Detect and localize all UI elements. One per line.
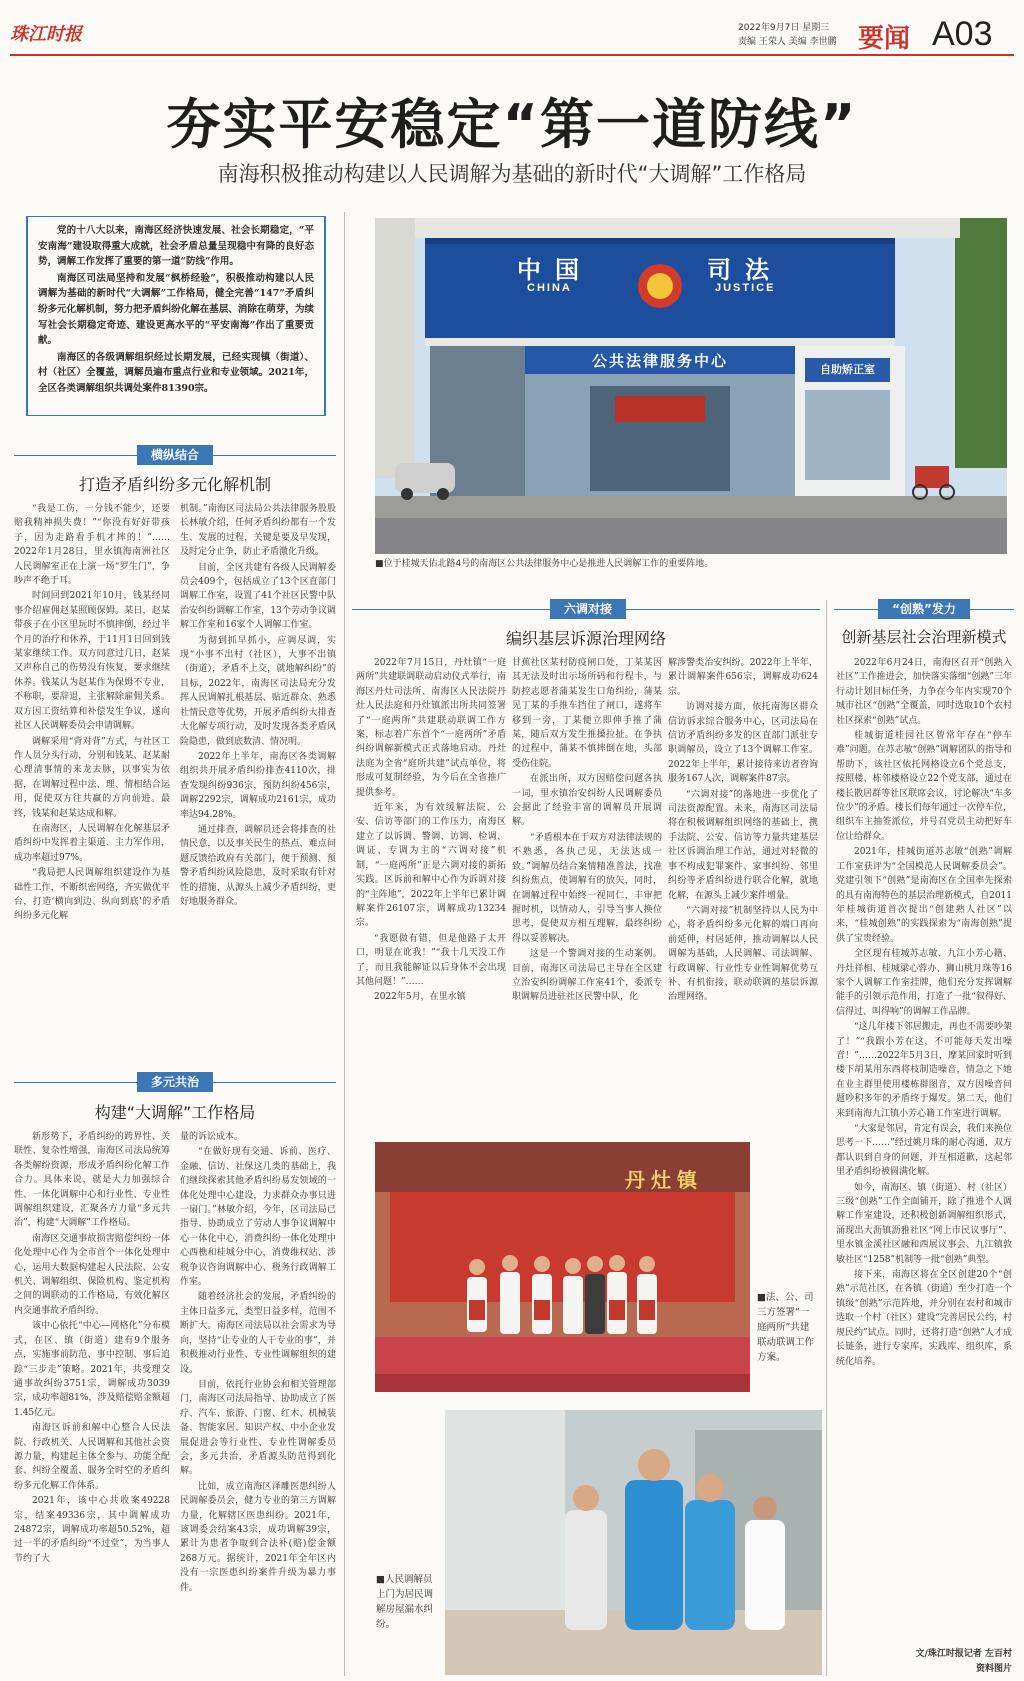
byline: 文/珠江时报记者 左百村 bbox=[915, 1649, 1012, 1659]
sign-justice-en: JUSTICE bbox=[715, 282, 776, 294]
article-paragraph: 2022年6月24日，南海区召开“创熟入社区”工作推进会，加快落实落细“创熟”三年行动计划目标任务，力争在今年内实现70个城市社区“创熟”全覆盖，同时选取10个农村社区探索“创熟”试点。 bbox=[836, 658, 1012, 726]
section-tag-chuangshu: “创熟”发力 bbox=[878, 599, 970, 619]
sec1-column-1 bbox=[14, 502, 170, 990]
sec4-column bbox=[836, 656, 1012, 1641]
article-paragraph: “我愿做有错，但是他路子太开口，明显在讹我！”“我十几天没工作了，而且我能解证以后身体不会出现其他问题！”…… bbox=[356, 933, 506, 987]
article-paragraph: 桂城街道桂园社区曾常年存在“停车难”问题。在苏志敏“创熟”调解团队的指导和帮助下，该社区依托网格设立6个党总支，按照楼、栋邻楼格设立22个党支部，通过在楼长散居群等社区联席会议，讨论解决“车多位少”的矛盾。楼长们每年通过一次停车位，组织车主抽签派位，并号召党员主动把好车位让给群众。 bbox=[836, 731, 1012, 842]
article-paragraph: 访调对接方面，依托南海区群众信访诉求综合服务中心，区司法局在信访矛盾纠纷多发的区直部门派驻专职调解员，设立了13个调解工作室。2022年上半年，累计接待来访者咨询服务167人次，调解案件87宗。 bbox=[668, 702, 818, 785]
section-title-4: 创新基层社会治理新模式 bbox=[841, 628, 1007, 646]
photo-caption-ceremony: ■法、公、司三方签署“一庭两所”共建联动联调工作方案。 bbox=[757, 1292, 815, 1363]
article-paragraph: 2022年上半年，南海区各类调解组织共开展矛盾纠纷排查4110次，排查发现纠纷936宗，预防纠纷456宗，调解2292宗，调解成功2161宗，成功率达94.28%。 bbox=[180, 751, 336, 820]
intro-box bbox=[26, 216, 326, 416]
article-paragraph: 解涉警类治安纠纷。2022年上半年，累计调解案件656宗，调解成功624宗。 bbox=[668, 658, 818, 697]
article-paragraph: 这是一个警调对接的生动案例。目前，南海区司法局已主导在全区建立治安纠纷调解工作室41个，委派专职调解员进驻社区民警中队，化 bbox=[512, 949, 662, 1003]
article-paragraph: 机制。”南海区司法局公共法律服务股股长林敏介绍，任何矛盾纠纷都有一个发生、发展的过程，关键是要及早发现，及时定分止争，防止矛盾激化升级。 bbox=[180, 504, 336, 558]
article-paragraph: 2021年，桂城街道苏志敏“创熟”调解工作室获评为“全国模范人民调解委员会”。党建引领下“创熟”是南海区在全国率先探索的具有南海特色的基层治理新模式，自2011年桂城街道首次提出“创建熟人社区”以来，“桂城创熟”的实践探索为“南海创熟”提供了宝贵经验。 bbox=[836, 847, 1012, 944]
section-title-2: 构建“大调解”工作格局 bbox=[94, 1103, 256, 1122]
sign-china-en: CHINA bbox=[527, 282, 572, 294]
article-paragraph: “六调对接”的落地进一步优化了司法资源配置。未来，南海区司法局将在积极调解组织网络的基础上，携手法院、公安、信访等力量共建基层社区诉调治理工作站，通过对轻微的事不构成犯罪案件、家事纠纷、邻里纠纷等矛盾纠纷进行联合化解，就地化解，在源头上减少案件增量。 bbox=[668, 789, 818, 901]
section-tag-duoyuan: 多元共治 bbox=[137, 1072, 213, 1092]
photo-caption-main: ■位于桂城天佑北路4号的南海区公共法律服务中心是推进人民调解工作的重要阵地。 bbox=[375, 559, 714, 569]
intro-paragraph: 南海区的各级调解组织经过长期发展，已经实现镇（街道）、村（社区）全覆盖，调解员遍布重点行业和专业领域。2021年，全区各类调解组织共调处案件81390宗。 bbox=[38, 351, 314, 394]
sec3-column-3 bbox=[668, 656, 818, 1106]
article-paragraph: 调解采用“背对背”方式，与社区工作人员分头行动，分别和钱某、赵某耐心理清事情的来龙去脉，以事实为依据，在调解过程中法、理、情相结合运用，促使双方往共赢的方向前进。最终，钱某和赵某达成和解。 bbox=[14, 736, 170, 819]
header-rule bbox=[10, 54, 1014, 56]
sec2-column-2 bbox=[180, 1130, 336, 1675]
article-paragraph: 甘蕉社区某村防疫闸口处，丁某某因其无法及时出示场所码和行程卡，与防控志愿者蒲某发生口角纠纷，蒲某见丁某的手推车挡住了闸口，遂将车移到一旁，丁某便立即伸手推了蒲某，随后双方发生推搡拉扯。在争执的过程中，蒲某不慎摔倒在地，头部受伤住院。 bbox=[512, 658, 662, 769]
mediators-illustration bbox=[445, 1410, 822, 1675]
ceremony-banner-text: 丹灶镇 bbox=[625, 1168, 703, 1192]
article-paragraph: 南海区交通事故损害赔偿纠纷一体化处理中心作为全市首个一体化处理中心，运用大数据构建起人民法院、公安机关、调解组织、保险机构、鉴定机构之间的调联动的工作格局，有效化解区内交通事故矛盾纠纷。 bbox=[14, 1233, 170, 1316]
page-number: A03 bbox=[932, 15, 993, 53]
section-title-3: 编织基层诉源治理网络 bbox=[505, 629, 666, 648]
column-divider bbox=[344, 212, 345, 1676]
photo-credit: 资料图片 bbox=[975, 1664, 1012, 1674]
newspaper-logo: 珠江时报 bbox=[10, 24, 82, 45]
column-divider bbox=[826, 600, 827, 1676]
sec2-column-1 bbox=[14, 1130, 170, 1675]
article-paragraph: 目前，全区共建有各级人民调解委员会409个，包括成立了13个区直部门调解工作室，设置了41个社区民警中队治安纠纷调解工作室，13个劳动争议调解工作室和16家个人调解工作室。 bbox=[180, 562, 336, 631]
building-illustration bbox=[375, 218, 1007, 554]
article-paragraph: “我是工伤，一分钱不能少，还要赔我精神损失费！”“你没有好好带孩子，因为走路看手机才摔的！”……2022年1月28日，里水镇海南洲社区人民调解室正在上演一场“罗生门”，争吵声不绝于耳。 bbox=[14, 504, 170, 587]
article-paragraph: 量的诉讼成本。 bbox=[180, 1132, 244, 1142]
sign-self-correction: 自助矫正室 bbox=[820, 363, 875, 376]
section-label: 要闻 bbox=[858, 24, 911, 54]
article-paragraph: 新形势下，矛盾纠纷的跨界性、关联性、复杂性增强，南海区司法局统筹各类解纷资源，形成矛盾纠纷化解工作合力。具体来说，就是大力加强综合性、一体化调解中心和行业性、专业性调解组织建设，汇聚各方力量“多元共治”，构建“大调解”工作格局。 bbox=[14, 1132, 170, 1229]
article-paragraph: “在做好现有交通、诉前、医疗、金融、信访、社保这几类的基础上，我们继续探索其他矛盾纠纷易发领域的一体化处理中心建设，力求群众办事只进一扇门。”林敏介绍，今年，区司法局已指导、协助成立了劳动人事争议调解中心一体化中心，消费纠纷一体化处理中心西樵和桂城分中心，消费维权站、涉税争议咨询调解中心、税务行政调解工作室。 bbox=[180, 1147, 336, 1288]
article-paragraph: 南海区诉前和解中心整合人民法院、行政机关、人民调解和其他社会资源力量，构建起主体全参与、功能全配套、纠纷全覆盖、服务全时空的矛盾纠纷多元化解工作体系。 bbox=[14, 1423, 170, 1491]
article-paragraph: 2022年7月15日，丹灶镇“一庭两所”共建联调联动启动仪式举行，南海区丹灶司法所、南海区人民法院丹灶人民法庭和丹灶镇派出所共同签署了“一庭两所”共建联动联调工作方案，标志着广东首个“一庭两所”矛盾纠纷调解新模式正式落地启动。丹灶法庭为全省“庭所共建”试点单位，将形成可复制经验，为今后在全省推广提供参考。 bbox=[356, 658, 506, 798]
article-paragraph: 如今，南海区、镇（街道）、村（社区）三级“创熟”工作全面铺开，除了推进个人调解工作室建设，还积极创新调解组织形式，涌现出大沥镇沥雅社区“网上市民议事厅”、里水镇金溪社区融和西展议事会、九江镇敦敏社区“1258”机制等一批“创熟”典型。 bbox=[836, 1182, 1012, 1265]
section-tag-liutiao: 六调对接 bbox=[550, 599, 626, 619]
sec3-column-1 bbox=[356, 656, 506, 1106]
sign-justice: 司法 bbox=[707, 256, 783, 284]
header-date: 2022年9月7日 星期三 bbox=[738, 23, 830, 33]
article-paragraph: 为彻到抓早抓小，应调尽调，实现“小事不出村（社区），大事不出镇（街道），矛盾不上交，就地解纠纷”的目标，2022年，南海区司法局充分发挥人民调解扎根基层、贴近群众、熟悉社情民意等优势，开展矛盾纠纷大排查大化解专项行动，及时发现各类矛盾风险隐患，做到底数清、情况明。 bbox=[180, 635, 336, 747]
section-tag-hengzong: 横纵结合 bbox=[137, 445, 213, 465]
article-paragraph: 在派出所，双方因赔偿问题各执一词，里水镇治安纠纷人民调解委员会据此了经验丰富的调解员开展调解。 bbox=[512, 774, 662, 828]
article-paragraph: “矛盾根本在于双方对法律法规的不熟悉，各执己见，无法达成一致。”调解员结合案情精准普法，找准纠纷焦点，使调解有的放矢，同时，在调解过程中始终一视同仁，丰审把握时机，以情动人，引导当事人换位思考，促使双方相互理解，最终纠纷得以妥善解决。 bbox=[512, 832, 662, 944]
photo-mediators bbox=[445, 1410, 822, 1675]
sign-china: 中国 bbox=[517, 256, 593, 284]
sec1-column-2 bbox=[180, 502, 336, 990]
photo-signing-ceremony bbox=[375, 1142, 750, 1392]
article-paragraph: 目前，依托行业协会和相关管理部门，南海区司法局指导、协助成立了医疗、汽车、旅游、门窗、红木、机械装备、智能家居、知识产权、中小企业发展促进会等行业性、专业性调解委员会，多元共治，矛盾源头防范得到化解。 bbox=[180, 1379, 336, 1477]
article-paragraph: 接下来，南海区将在全区创建20个“创熟”示范社区，在各镇（街道）至少打造一个镇级“创熟”示范阵地，并分别在农村和城市选取一个村（社区）建设“完善居民公约，村规民约”试点。同时，还将打造“创熟”人才成长链条，进行专家库，实践库、组织库，系统化培养。 bbox=[836, 1270, 1012, 1367]
article-paragraph: 该中心依托“中心—网格化”分布模式，在区、镇（街道）建有9个服务点，实施事前防范、事中控制、事后追踪“三步走”策略。2021年，共受理交通事故纠纷3751宗，调解成功3039宗，成功率超81%，涉及赔偿赔金额超1.45亿元。 bbox=[14, 1321, 170, 1418]
article-paragraph: 时间回到2021年10月，钱某经同事介绍雇佣赵某照顾保姆。某日，赵某带孩子在小区里玩时不慎摔倒，经过半个月的治疗和休养，于11月1日回到钱某家继续工作。双方同意过几日，赵某又声称自己的伤势没有恢复，要求继续休养。钱某认为赵某作为保姆不专业，不称职，要辞退，主张解除雇佣关系。双方因工资结算和补偿发生争议，遂向社区人民调解委员会申请调解。 bbox=[14, 591, 170, 732]
article-paragraph: 随着经济社会的发展，矛盾纠纷的主体日益多元，类型日益多样，范围不断扩大。南海区司法局以社会需求为导向，坚持“让专业的人干专业的事”，并积极推动行业性、专业性调解组织的建设。 bbox=[180, 1292, 336, 1375]
article-paragraph: “我局把人民调解组织建设作为基础性工作，不断织密网络，齐实做优平台，打造‘横向到边、纵向到底’的矛盾纠纷多元化解 bbox=[14, 868, 170, 922]
article-paragraph: 通过排查，调解员还会将排查的社情民意，以及事关民生的热点、难点问题反馈给政府有关部门，便于预测、预警矛盾纠纷风险隐患，及时采取有针对性的措施，从源头上减少矛盾纠纷，更好地服务群众。 bbox=[180, 824, 336, 907]
header-editors: 责编 王荣人 美编 李世鹏 bbox=[738, 37, 837, 47]
sign-service-center: 公共法律服务中心 bbox=[591, 352, 728, 370]
article-paragraph: “这几年楼下邻居搬走，再也不需要吵架了！”“我跟小芳在这，不可能每天发出噪音！”……2022年5月3日，摩某回家时听到楼下胡某用东西将枝制造噪音，情急之下她在业主群里使用楼栋群图音，双方因噪音问题吵积多年的矛盾终于爆发。第二天，他们来到南海九江镇小芳心籍工作室进行调解。 bbox=[836, 1022, 1012, 1119]
photo-caption-mediators: ■人民调解员上门为居民调解房屋漏水纠纷。 bbox=[376, 1574, 434, 1630]
article-paragraph: “大家是邻居，肯定有误会，我们来换位思考一下……”经过姚月珠的耐心沟通，双方都认识到自身的问题，并互相道歉，这起邻里矛盾纠纷被圆满化解。 bbox=[836, 1124, 1012, 1178]
article-paragraph: 在南海区，人民调解在化解基层矛盾纠纷中发挥着主渠道、主力军作用，成功率超过97%。 bbox=[14, 823, 170, 863]
intro-paragraph: 南海区司法局坚持和发展“枫桥经验”，积极推动构建以人民调解为基础的新时代“大调解”工作格局，健全完善“147”矛盾纠纷多元化解机制，努力把矛盾纠纷化解在基层、消除在萌芽，为续写社会长期稳定奇迹、建设更高水平的“平安南海”作出了重要贡献。 bbox=[38, 272, 314, 347]
sec3-column-2 bbox=[512, 656, 662, 1106]
main-headline: 夯实平安稳定“第一道防线” bbox=[166, 93, 858, 156]
article-paragraph: 近年来，为有效缓解法院、公安、信访等部门的工作压力，南海区建立了以诉调、警调、访调、检调、调证、专调为主的“六调对接”机制，“一庭两所”正是六调对接的新拓实践。区诉前和解中心作为诉调对接的“主阵地”，2022年上半年已累计调解案件26107宗，调解成功13234宗。 bbox=[356, 803, 506, 929]
article-paragraph: 比如，成立南海区泽雕医患纠纷人民调解委员会，健力专业的第三方调解力量，化解辖区医患纠纷。2021年，该调委会结案43宗，成功调解39宗，累计为患者争取到合法补(赔)偿金额268万元。据统计，2021年全年区内没有一宗医患纠纷案件升级为暴力事件。 bbox=[180, 1481, 336, 1593]
article-paragraph: 2021年，该中心共收案49228宗，结案49336宗，其中调解成功24872宗，调解成功率超50.52%，超过一半的矛盾纠纷“不过堂”，为当事人节约了大 bbox=[14, 1496, 170, 1564]
article-paragraph: “六调对接”机制坚持以人民为中心，将矛盾纠纷多元化解的端口再向前延伸，村居延伸，推动调解以人民调解为基础，人民调解、司法调解、行政调解、行业性专业性调解优势互补、有机衔接、联动联调的基层诉源治理网络。 bbox=[668, 905, 818, 1003]
section-title-1: 打造矛盾纠纷多元化解机制 bbox=[78, 475, 271, 494]
sub-headline: 南海积极推动构建以人民调解为基础的新时代“大调解”工作格局 bbox=[217, 162, 807, 186]
photo-legal-service-center bbox=[375, 218, 1007, 554]
article-paragraph: 2022年5月，在里水镇 bbox=[374, 992, 466, 1003]
article-paragraph: 全区现有桂城苏志敏、九江小芳心籍、丹灶祥相、桂城梁心蓉办、狮山桃月珠等16家个人调解工作室挂牌，他们充分发挥调解能手的引领示范作用，打造了一批“叙得好、信得过、叫得响”的调解工作品牌。 bbox=[836, 949, 1012, 1017]
intro-paragraph: 党的十八大以来，南海区经济快速发展、社会长期稳定，“平安南海”建设取得重大成就，社会矛盾总量呈现稳中有降的良好态势，调解工作发挥了重要的第一道“防线”作用。 bbox=[38, 225, 314, 268]
